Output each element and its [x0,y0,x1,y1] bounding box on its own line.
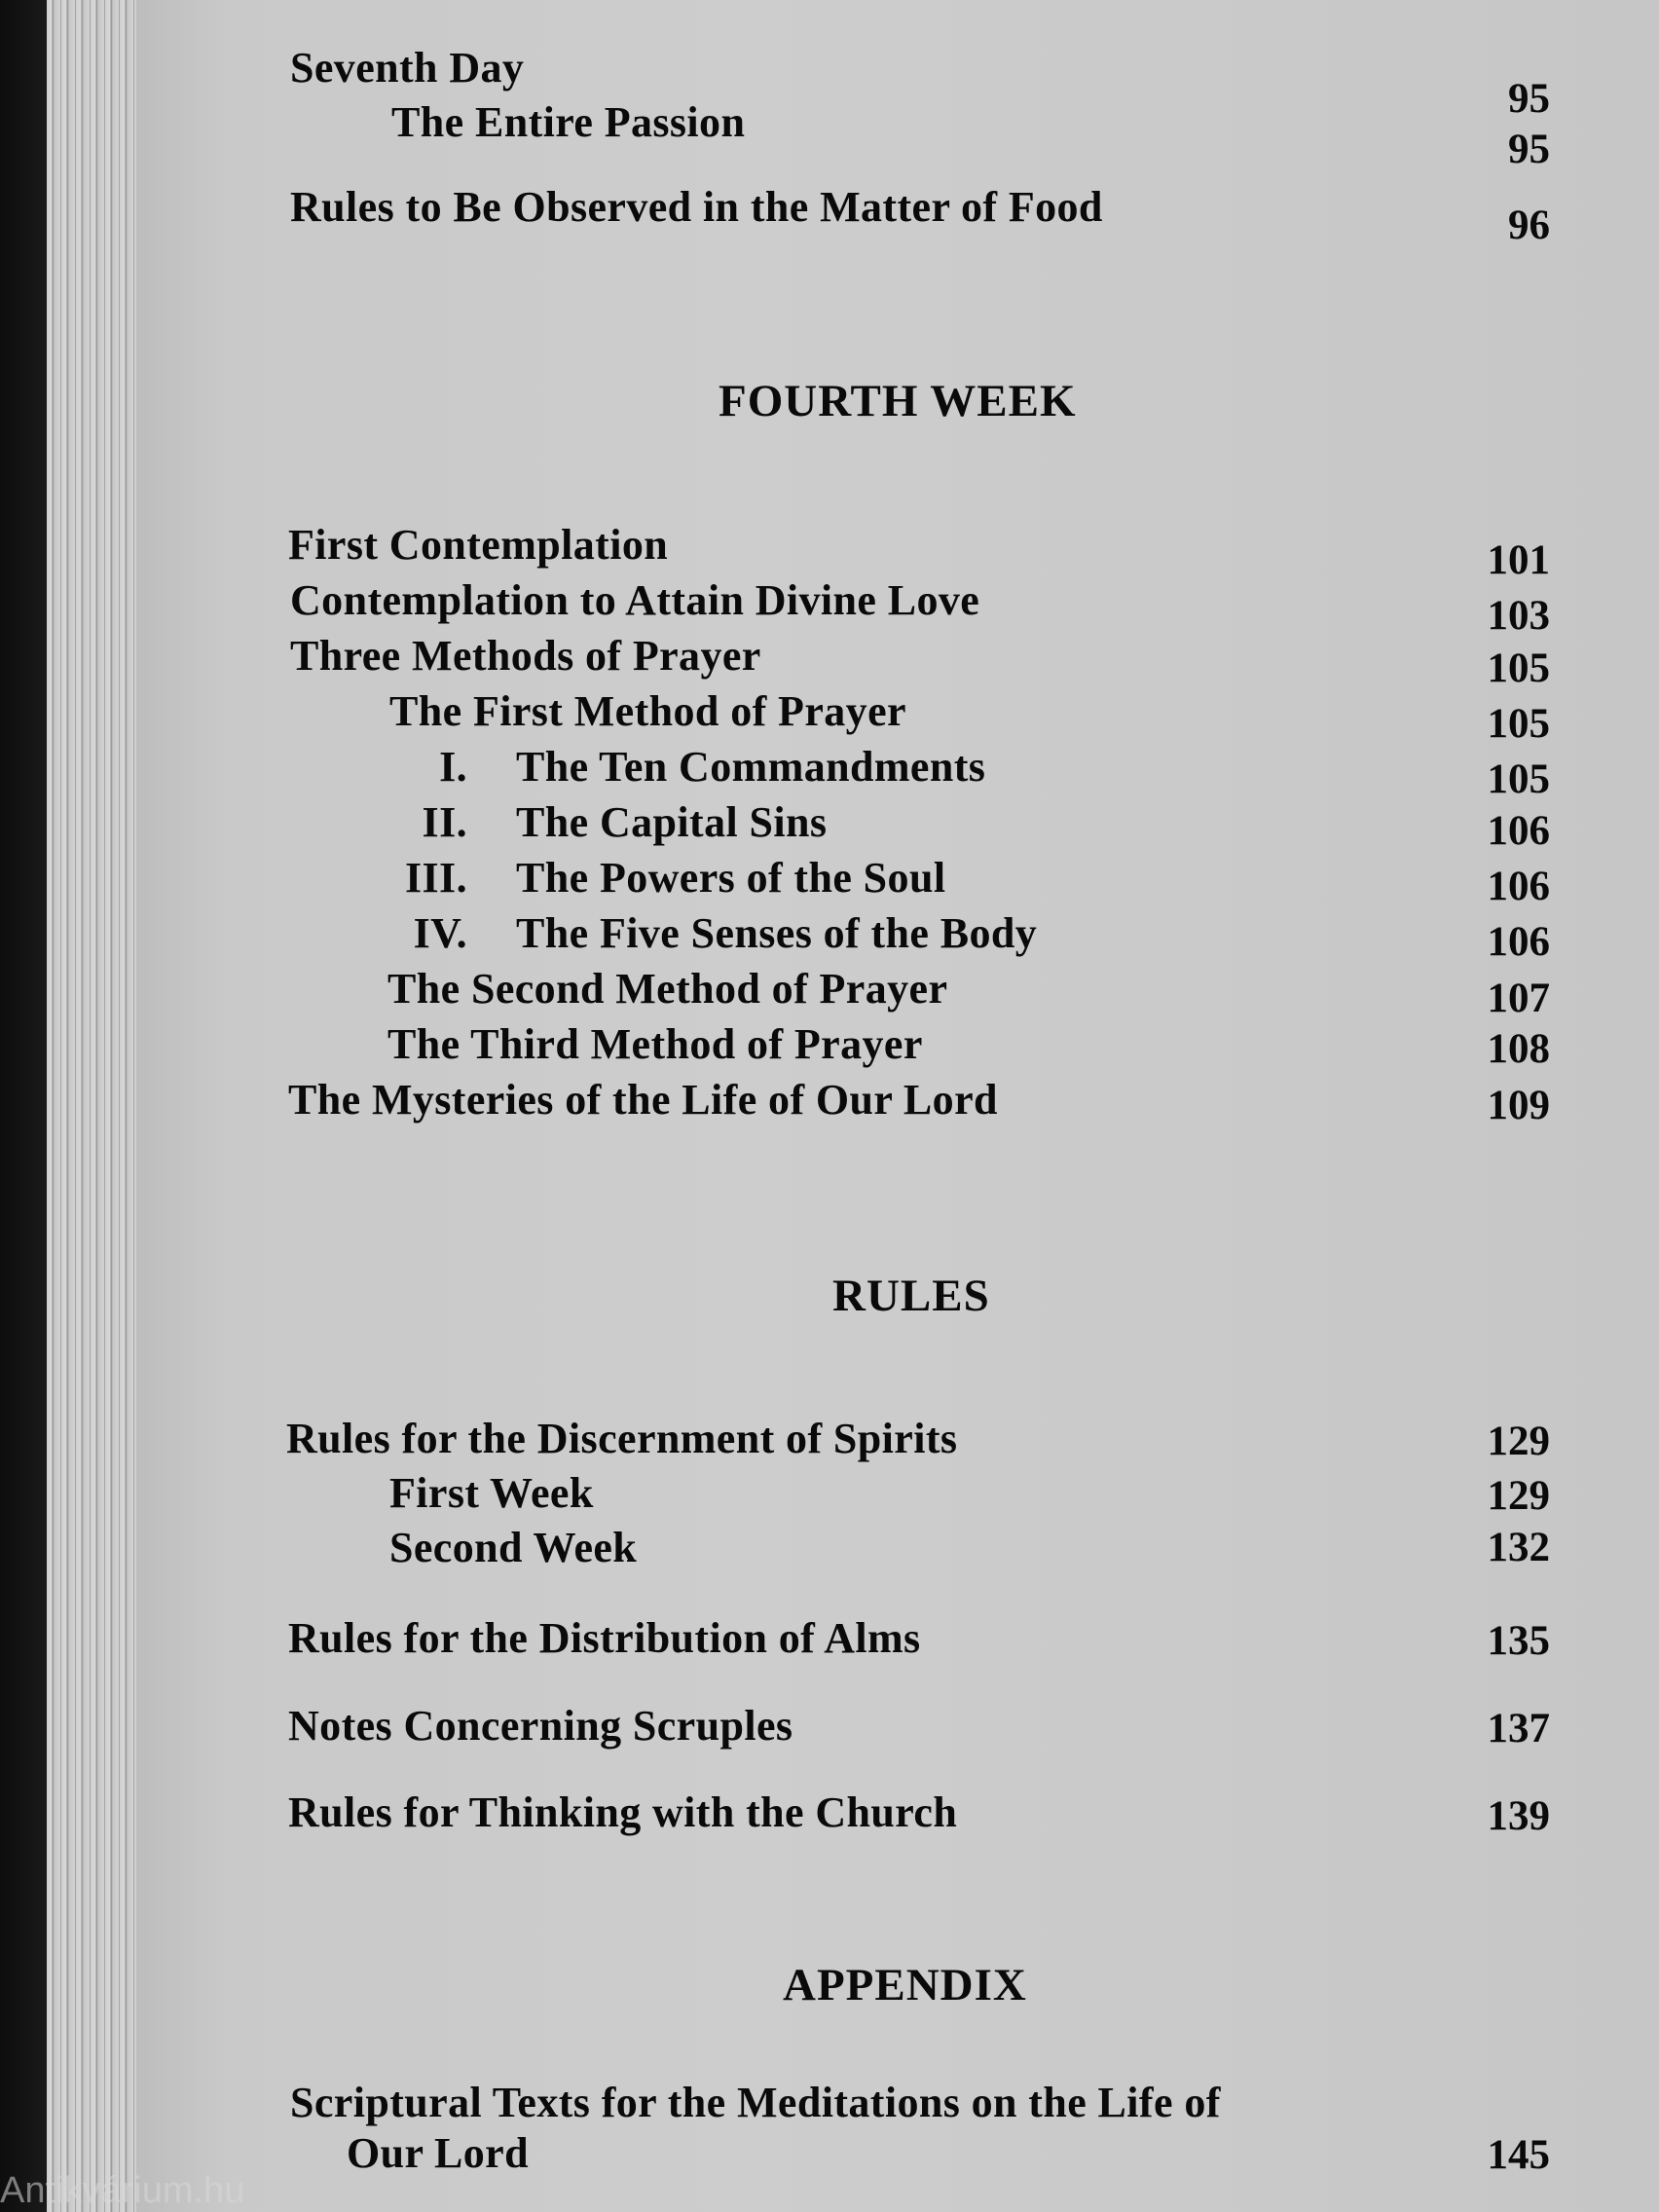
page-number: 105 [1487,701,1550,747]
page-number: 132 [1487,1525,1550,1570]
page-number: 96 [1508,203,1550,248]
toc-entry: The Third Method of Prayer [387,1020,923,1068]
page-number: 137 [1487,1706,1550,1751]
toc-entry-entire-passion: The Entire Passion [391,98,746,146]
page-number: 129 [1487,1473,1550,1519]
page-number: 95 [1508,76,1550,122]
page-number: 129 [1487,1419,1550,1464]
page-number: 106 [1487,808,1550,854]
page-number: 109 [1487,1083,1550,1128]
page-number: 145 [1487,2132,1550,2178]
toc-entry: First Week [389,1469,594,1517]
toc-entry-text: The Powers of the Soul [516,854,946,902]
toc-entry: The Mysteries of the Life of Our Lord [288,1076,998,1124]
toc-entry-seventh-day: Seventh Day [290,44,525,92]
page-number: 107 [1487,976,1550,1021]
section-heading-text: FOURTH WEEK [719,376,1077,426]
toc-entry: Rules for the Discernment of Spirits [286,1415,958,1462]
toc-entry: Rules for the Distribution of Alms [288,1614,921,1662]
section-heading-text: APPENDIX [783,1960,1027,2010]
roman-numeral: III. [405,854,467,902]
toc-entry: Our Lord [347,2129,529,2177]
toc-entry-text: The Five Senses of the Body [516,909,1038,957]
toc-entry-rules-food: Rules to Be Observed in the Matter of Food [290,183,1103,231]
toc-entry-text: The Capital Sins [516,798,828,846]
page-number: 106 [1487,919,1550,965]
page-number: 105 [1487,756,1550,802]
page-number: 105 [1487,645,1550,691]
toc-entry: Rules for Thinking with the Church [288,1788,958,1836]
toc-entry: Contemplation to Attain Divine Love [290,576,980,624]
watermark: Antikvárium.hu [0,2170,245,2211]
toc-entry: Three Methods of Prayer [290,632,761,680]
toc-entry-text: The Ten Commandments [516,743,986,791]
roman-numeral: II. [422,798,467,846]
page-number: 101 [1487,537,1550,583]
toc-entry: Scriptural Texts for the Meditations on the Life of [290,2079,1221,2126]
toc-entry [389,908,1037,959]
toc-entry: Second Week [389,1524,638,1571]
toc-entry [389,797,827,848]
roman-numeral: I. [439,743,467,791]
section-heading-text: RULES [832,1271,990,1321]
page-number: 103 [1487,593,1550,639]
toc-entry [389,742,985,793]
roman-numeral: IV. [413,909,467,957]
page-number: 139 [1487,1793,1550,1839]
page-number: 108 [1487,1026,1550,1072]
toc-entry [389,853,945,903]
page-number: 95 [1508,127,1550,172]
toc-entry: Notes Concerning Scruples [288,1702,793,1750]
page-number: 135 [1487,1618,1550,1664]
page-number: 106 [1487,864,1550,909]
toc-entry: First Contemplation [288,521,669,569]
toc-entry: The Second Method of Prayer [387,965,948,1013]
toc-entry: The First Method of Prayer [389,687,906,735]
